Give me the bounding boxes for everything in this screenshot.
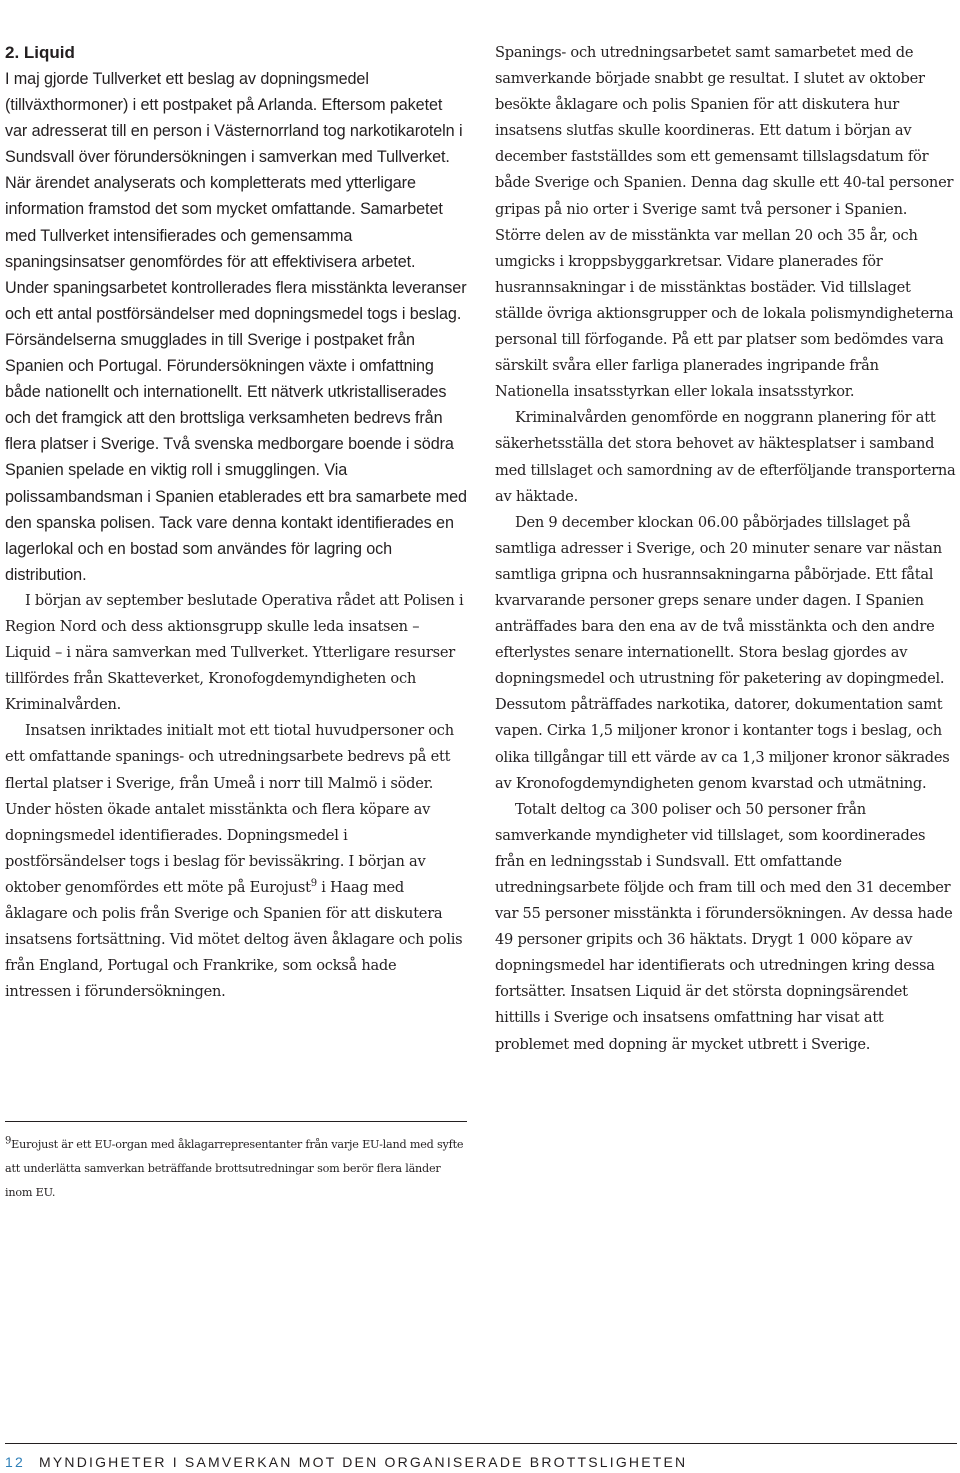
- publication-title: MYNDIGHETER I SAMVERKAN MOT DEN ORGANISERADE BROTTSLIGHETEN: [38, 1454, 688, 1470]
- paragraph: I maj gjorde Tullverket ett beslag av dopningsmedel (tillväxthormoner) i ett postpaket på Arlanda. Eftersom paketet var adresserat till en person i Västernorrland tog narkotikaroteln i Sundsvall över förundersökningen i samverkan med Tullverket. När ärendet analyserats och kompletterats med ytterligare information framstod det som mycket omfattande. Samarbetet med Tullverket intensifierades och gemensamma spaningsinsatser genomfördes för att effektivisera arbetet.: [5, 70, 463, 271]
- body-text-left: [5, 588, 467, 1006]
- paragraph: I början av september beslutade Operativa rådet att Polisen i Region Nord och dess aktionsgrupp skulle leda insatsen – Liquid – i nära samverkan med Tullverket. Ytterligare resurser tillfördes från Skatteverket, Kronofogdemyndigheten och Kriminalvården.: [5, 591, 464, 714]
- footnote-divider: [5, 1121, 467, 1122]
- page-footer: [5, 1453, 687, 1471]
- footer-divider: [5, 1443, 957, 1444]
- intro-text: [5, 66, 467, 588]
- paragraph: Spanings- och utredningsarbetet samt samarbetet med de samverkande började snabbt ge resultat. I slutet av oktober besökte åklagare och polis Spanien för att diskutera hur insatsens slutfas skulle koordineras. Ett datum i början av december fastställdes som ett gemensamt tillslagsdatum för både Sverige och Spanien. Denna dag skulle ett 40-tal personer gripas på nio orter i Sverige samt två personer i Spanien. Större delen av de misstänkta var mellan 20 och 35 år, och umgicks i kroppsbyggarkretsar. Vidare planerades för husrannsakningar i de misstänktas bostäder. Vid tillslaget ställde övriga aktionsgrupper och de lokala polismyndigheterna personal till förfogande. På ett par platser som bedömdes vara särskilt svåra eller farliga planerades ingripande från Nationella insatsstyrkan eller lokala insatsstyrkor.: [495, 44, 954, 401]
- page-number: 12: [5, 1454, 25, 1470]
- paragraph: Under spaningsarbetet kontrollerades flera misstänkta leveranser och ett antal postförsändelser med dopningsmedel togs i beslag. Försändelserna smugglades in till Sverige i postpaket från Spanien och Portugal. Förundersökningen växte i omfattning både nationellt och internationellt. Ett nätverk utkristalliserades och det framgick att den brottsliga verksamheten bedrevs från flera platser i Sverige. Två svenska medborgare boende i södra Spanien spelade en viktig roll i smugglingen. Via polissambandsman i Spanien etablerades ett bra samarbete med den spanska polisen. Tack vare denna kontakt identifierades en lagerlokal och en bostad som användes för lagring och distribution.: [5, 278, 467, 584]
- footnote-text: Eurojust är ett EU-organ med åklagarrepresentanter från varje EU-land med syfte att underlätta samverkan beträffande brottsutredningar som berör flera länder inom EU.: [5, 1138, 464, 1199]
- footnote-reference[interactable]: 9: [310, 878, 317, 890]
- section-heading: 2. Liquid: [5, 43, 75, 62]
- paragraph: Den 9 december klockan 06.00 påbörjades tillslaget på samtliga adresser i Sverige, och 20 minuter senare var nästan samtliga gripna och husrannsakningarna påbörjade. Ett fåtal kvarvarande personer greps senare under dagen. I Spanien anträffades bara den ena av de två misstänkta och den andre efterlystes senare internationellt. Stora beslag gjordes av dopningsmedel och utrustning för paketering av dopingmedel. Dessutom påträffades narkotika, datorer, dokumentation samt vapen. Cirka 1,5 miljoner kronor i kontanter togs i beslag, och olika tillgångar till ett värde av ca 1,3 miljoner kronor säkrades av Kronofogdemyndigheten genom kvarstad och utmätning.: [495, 513, 950, 792]
- footnote-number: 9: [5, 1135, 12, 1147]
- paragraph: Kriminalvården genomförde en noggrann planering för att säkerhetsställa det stora behovet av häktesplatser i samband med tillslaget och samordning av de efterföljande transporterna av häktade.: [495, 409, 956, 505]
- paragraph-text: i Haag med åklagare och polis från Sverige och Spanien för att diskutera insatsens fortsättning. Vid mötet deltog även åklagare och polis från England, Portugal och Frankrike, som också hade intressen i förundersökningen.: [5, 878, 463, 1001]
- left-column: [5, 40, 467, 1005]
- paragraph: [5, 718, 467, 1005]
- paragraph: Totalt deltog ca 300 poliser och 50 personer från samverkande myndigheter vid tillslaget, som koordinerades från en ledningsstab i Sundsvall. Ett omfattande utredningsarbete följde och fram till och med den 31 december var 55 personer misstänkta i förundersökningen. Av dessa hade 49 personer gripits och 36 häktats. Drygt 1 000 köpare av dopningsmedel har identifierats och utredningen kring dessa fortsätter. Insatsen Liquid är det största dopningsärendet hittills i Sverige och insatsens omfattning har visat att problemet med dopning är mycket utbrett i Sverige.: [495, 800, 953, 1053]
- right-column: [495, 40, 957, 1058]
- paragraph-text: Insatsen inriktades initialt mot ett tiotal huvudpersoner och ett omfattande spanings- och utredningsarbete bedrevs på ett flertal platser i Sverige, från Umeå i norr till Malmö i söder. Under hösten ökade antalet misstänkta och flera köpare av dopningsmedel identifierades. Dopningsmedel i postförsändelser togs i beslag för bevissäkring. I början av oktober genomfördes ett möte på Eurojust: [5, 722, 454, 896]
- footnote: [5, 1133, 467, 1205]
